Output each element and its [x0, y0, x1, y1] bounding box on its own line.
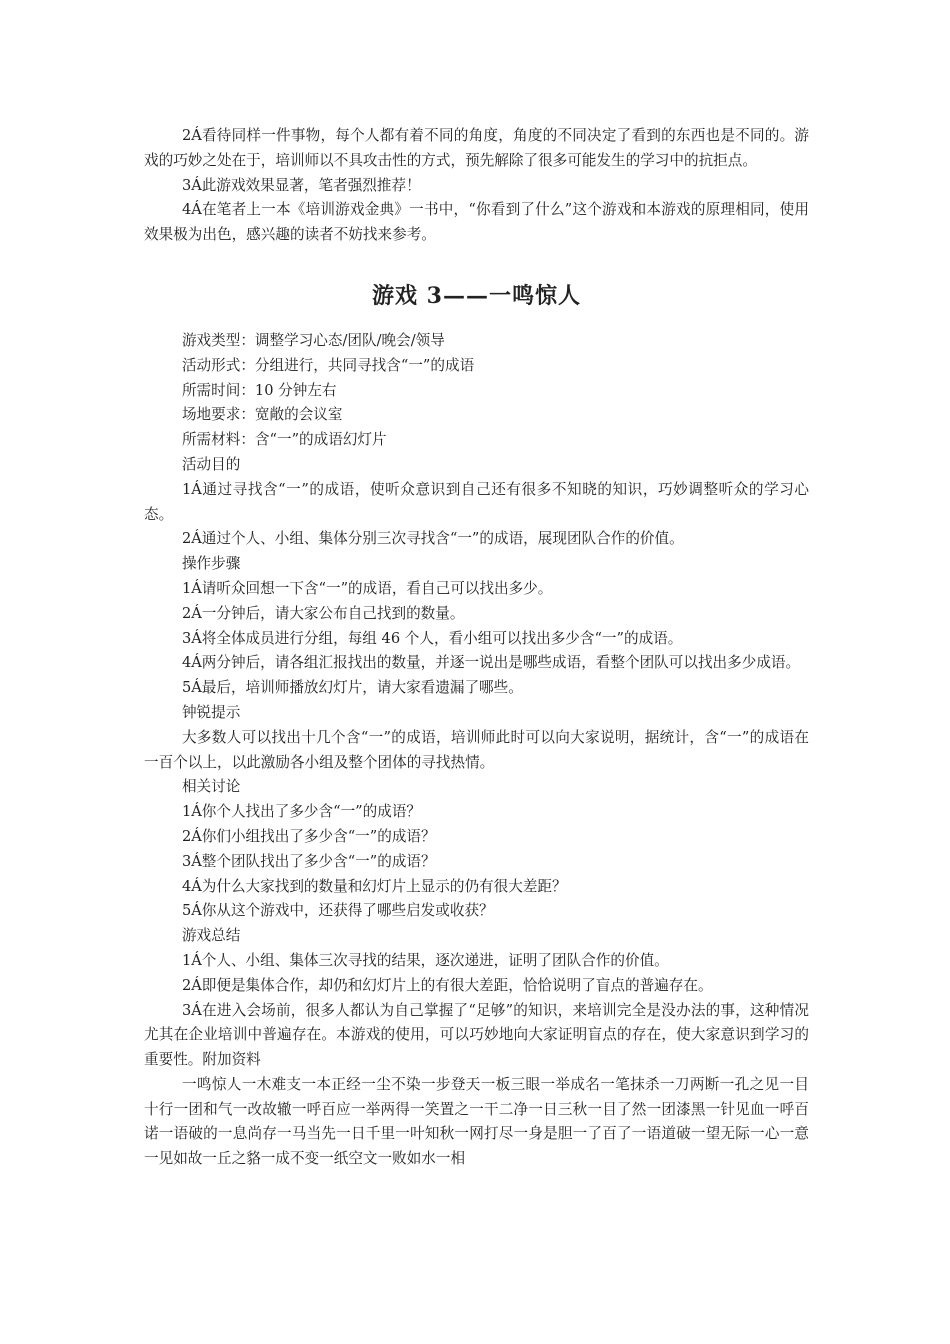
summary-item-2: 2Á即便是集体合作，却仍和幻灯片上的有很大差距，恰恰说明了盲点的普遍存在。	[181, 976, 713, 994]
section-heading-tips: 钟锐提示	[181, 703, 241, 721]
step-item-1: 1Á请听众回想一下含“一”的成语，看自己可以找出多少。	[181, 579, 553, 597]
game-title: 游戏 3——一鸣惊人	[372, 282, 581, 309]
intro-paragraph-4: 4Á在笔者上一本《培训游戏金典》一书中，“你看到了什么”这个游戏和本游戏的原理相同，使用效果极为出色，感兴趣的读者不妨找来参考。	[144, 201, 809, 244]
activity-form: 活动形式：分组进行，共同寻找含“一”的成语	[181, 356, 475, 374]
document-page	[144, 124, 809, 1172]
discussion-item-3: 3Á整个团队找出了多少含“一”的成语？	[181, 852, 436, 870]
step-item-2: 2Á一分钟后，请大家公布自己找到的数量。	[181, 604, 465, 622]
discussion-item-2: 2Á你们小组找出了多少含“一”的成语？	[181, 827, 436, 845]
summary-item-3: 3Á在进入会场前，很多人都认为自己掌握了“足够”的知识，来培训完全是没办法的事，这种情况尤其在企业培训中普遍存在。本游戏的使用，可以巧妙地向大家证明盲点的存在，使大家意识到学习的重要性。附加资料	[144, 1001, 809, 1069]
tips-paragraph: 大多数人可以找出十几个含“一”的成语，培训师此时可以向大家说明，据统计，含“一”的成语在一百个以上，以此激励各小组及整个团体的寻找热情。	[144, 728, 809, 771]
step-item-3: 3Á将全体成员进行分组，每组 46 个人，看小组可以找出多少含“一”的成语。	[181, 629, 683, 647]
discussion-item-4: 4Á为什么大家找到的数量和幻灯片上显示的仍有很大差距？	[181, 877, 567, 895]
section-heading-summary: 游戏总结	[181, 927, 241, 945]
required-materials: 所需材料：含“一”的成语幻灯片	[181, 431, 387, 449]
section-heading-discussion: 相关讨论	[181, 778, 241, 796]
game-type: 游戏类型：调整学习心态/团队/晚会/领导	[181, 331, 445, 349]
step-item-4: 4Á两分钟后，请各组汇报找出的数量，并逐一说出是哪些成语，看整个团队可以找出多少成语。	[181, 654, 801, 672]
section-heading-steps: 操作步骤	[181, 555, 241, 573]
intro-paragraph-3: 3Á此游戏效果显著，笔者强烈推荐！	[181, 176, 421, 194]
purpose-item-1: 1Á通过寻找含“一”的成语，使听众意识到自己还有很多不知晓的知识，巧妙调整听众的学习心态。	[144, 480, 809, 523]
discussion-item-5: 5Á你从这个游戏中，还获得了哪些启发或收获？	[181, 902, 494, 920]
required-time: 所需时间：10 分钟左右	[181, 381, 337, 399]
step-item-5: 5Á最后，培训师播放幻灯片，请大家看遗漏了哪些。	[181, 679, 523, 697]
summary-item-1: 1Á个人、小组、集体三次寻找的结果，逐次递进，证明了团队合作的价值。	[181, 951, 669, 969]
venue-requirement: 场地要求：宽敞的会议室	[181, 406, 343, 424]
discussion-item-1: 1Á你个人找出了多少含“一”的成语？	[181, 803, 422, 821]
intro-paragraph-2: 2Á看待同样一件事物，每个人都有着不同的角度，角度的不同决定了看到的东西也是不同的。游戏的巧妙之处在于，培训师以不具攻击性的方式，预先解除了很多可能发生的学习中的抗拒点。	[144, 127, 809, 169]
idiom-list: 一鸣惊人一木难支一本正经一尘不染一步登天一板三眼一举成名一笔抹杀一刀两断一孔之见一目十行一团和气一改故辙一呼百应一举两得一笑置之一干二净一日三秋一目了然一团漆黑一针见血一呼百诺一语破的一息尚存一马当先一日千里一叶知秋一网打尽一身是胆一了百了一语道破一望无际一心一意一见如故一丘之貉一成不变一纸空文一败如水一相	[144, 1075, 809, 1168]
section-heading-purpose: 活动目的	[181, 455, 241, 473]
purpose-item-2: 2Á通过个人、小组、集体分别三次寻找含“一”的成语，展现团队合作的价值。	[181, 530, 684, 548]
